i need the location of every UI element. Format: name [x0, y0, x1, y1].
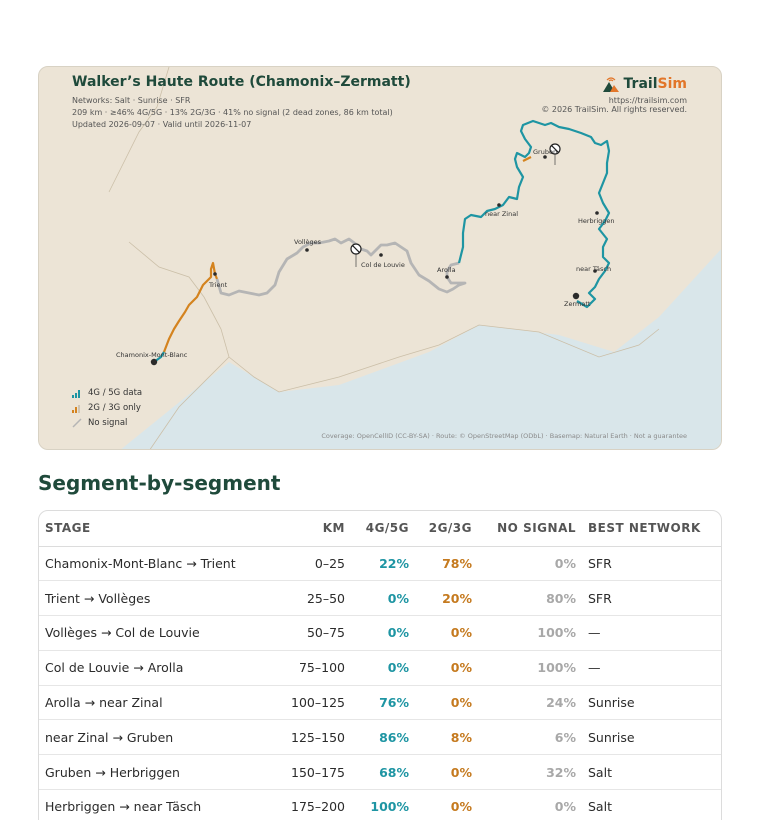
updated-line: Updated 2026-09-07 · Valid until 2026-11-07 — [72, 120, 252, 129]
cell-stage: Arolla → near Zinal — [39, 685, 279, 720]
cell-km: 100–125 — [279, 685, 345, 720]
cell-no-signal: 80% — [472, 581, 576, 616]
segment-table-card — [38, 510, 722, 820]
cell-best-network: Salt — [576, 755, 721, 790]
table-header-row — [39, 511, 721, 546]
place-label-volleges: Vollèges — [294, 238, 322, 246]
cell-km: 0–25 — [279, 546, 345, 581]
cell-km: 50–75 — [279, 616, 345, 651]
legend-item-good — [72, 385, 142, 400]
cell-no-signal: 100% — [472, 616, 576, 651]
signal-bars-icon — [72, 388, 82, 398]
waypoint-dot — [213, 272, 217, 276]
route-segment-none — [217, 239, 465, 295]
brand-block — [541, 75, 687, 114]
table-row[interactable] — [39, 685, 721, 720]
place-label-gruben: Gruben — [533, 148, 558, 156]
cell-2g: 0% — [409, 755, 472, 790]
cell-4g: 0% — [345, 616, 409, 651]
table-row[interactable] — [39, 790, 721, 820]
place-label-arolla: Arolla — [437, 266, 456, 274]
table-row[interactable] — [39, 546, 721, 581]
col-header-best-network: BEST NETWORK — [576, 511, 721, 546]
cell-stage: Herbriggen → near Täsch — [39, 790, 279, 820]
cell-km: 25–50 — [279, 581, 345, 616]
cell-4g: 100% — [345, 790, 409, 820]
legend-label-weak: 2G / 3G only — [88, 402, 141, 413]
legend-item-none — [72, 415, 142, 430]
cell-no-signal: 6% — [472, 720, 576, 755]
cell-no-signal: 100% — [472, 650, 576, 685]
waypoint-dot — [379, 253, 383, 257]
table-row[interactable] — [39, 581, 721, 616]
cell-stage: Trient → Vollèges — [39, 581, 279, 616]
col-header-2g: 2G/3G — [409, 511, 472, 546]
cell-2g: 8% — [409, 720, 472, 755]
cell-km: 175–200 — [279, 790, 345, 820]
waypoint-dot — [151, 359, 157, 365]
place-label-herbriggen: Herbriggen — [578, 217, 615, 225]
cell-no-signal: 32% — [472, 755, 576, 790]
coverage-map[interactable] — [38, 66, 722, 450]
cell-best-network: Sunrise — [576, 685, 721, 720]
cell-best-network: — — [576, 616, 721, 651]
place-label-near-zinal: near Zinal — [485, 210, 519, 218]
route-segment-weak — [164, 263, 217, 352]
cell-4g: 86% — [345, 720, 409, 755]
waypoint-dot — [497, 203, 501, 207]
cell-2g: 78% — [409, 546, 472, 581]
map-meta — [72, 95, 393, 131]
cell-no-signal: 24% — [472, 685, 576, 720]
place-label-zermatt: Zermatt — [564, 300, 591, 308]
cell-4g: 76% — [345, 685, 409, 720]
legend-item-weak — [72, 400, 142, 415]
cell-stage: Vollèges → Col de Louvie — [39, 616, 279, 651]
cell-stage: Col de Louvie → Arolla — [39, 650, 279, 685]
cell-4g: 0% — [345, 581, 409, 616]
cell-2g: 0% — [409, 685, 472, 720]
waypoint-dot — [573, 293, 579, 299]
waypoint-dot — [445, 275, 449, 279]
cell-best-network: Salt — [576, 790, 721, 820]
cell-no-signal: 0% — [472, 546, 576, 581]
cell-4g: 22% — [345, 546, 409, 581]
cell-2g: 0% — [409, 650, 472, 685]
signal-bars-weak-icon — [72, 403, 82, 413]
section-title: Segment-by-segment — [38, 471, 281, 495]
waypoint-dot — [305, 248, 309, 252]
brand-name[interactable]: TrailSim — [623, 76, 687, 92]
table-row[interactable] — [39, 755, 721, 790]
no-signal-slash-icon — [72, 418, 82, 428]
table-row[interactable] — [39, 616, 721, 651]
cell-stage: Gruben → Herbriggen — [39, 755, 279, 790]
cell-2g: 0% — [409, 616, 472, 651]
map-title: Walker’s Haute Route (Chamonix–Zermatt) — [72, 74, 411, 90]
cell-4g: 68% — [345, 755, 409, 790]
legend-label-none: No signal — [88, 417, 128, 428]
col-header-no-signal: NO SIGNAL — [472, 511, 576, 546]
place-label-trient: Trient — [209, 281, 228, 289]
brand-mountain-icon — [602, 75, 620, 93]
cell-best-network: Sunrise — [576, 720, 721, 755]
col-header-km: KM — [279, 511, 345, 546]
cell-best-network: — — [576, 650, 721, 685]
map-legend — [72, 385, 142, 430]
cell-stage: Chamonix-Mont-Blanc → Trient — [39, 546, 279, 581]
table-row[interactable] — [39, 650, 721, 685]
cell-2g: 0% — [409, 790, 472, 820]
brand-copyright: © 2026 TrailSim. All rights reserved. — [541, 105, 687, 114]
cell-2g: 20% — [409, 581, 472, 616]
cell-km: 75–100 — [279, 650, 345, 685]
place-label-col-de-louvie: Col de Louvie — [361, 261, 405, 269]
col-header-stage: STAGE — [39, 511, 279, 546]
country-border — [129, 242, 229, 357]
col-header-4g: 4G/5G — [345, 511, 409, 546]
cell-km: 150–175 — [279, 755, 345, 790]
legend-label-good: 4G / 5G data — [88, 387, 143, 398]
cell-4g: 0% — [345, 650, 409, 685]
map-attribution: Coverage: OpenCellID (CC-BY-SA) · Route: © OpenStreetMap (ODbL) · Basemap: Natural Earth · Not a guarantee — [321, 432, 687, 440]
cell-km: 125–150 — [279, 720, 345, 755]
place-label-near-tasch: near Täsch — [576, 265, 612, 273]
waypoint-dot — [595, 211, 599, 215]
place-label-chamonix: Chamonix-Mont-Blanc — [116, 351, 188, 359]
cell-best-network: SFR — [576, 546, 721, 581]
segment-table — [39, 511, 721, 820]
stats-line: 209 km · ≥46% 4G/5G · 13% 2G/3G · 41% no signal (2 dead zones, 86 km total) — [72, 108, 393, 117]
cell-best-network: SFR — [576, 581, 721, 616]
brand-url[interactable]: https://trailsim.com — [608, 96, 687, 105]
table-row[interactable] — [39, 720, 721, 755]
no-signal-icon — [351, 244, 361, 267]
cell-stage: near Zinal → Gruben — [39, 720, 279, 755]
networks-line: Networks: Salt · Sunrise · SFR — [72, 96, 191, 105]
cell-no-signal: 0% — [472, 790, 576, 820]
